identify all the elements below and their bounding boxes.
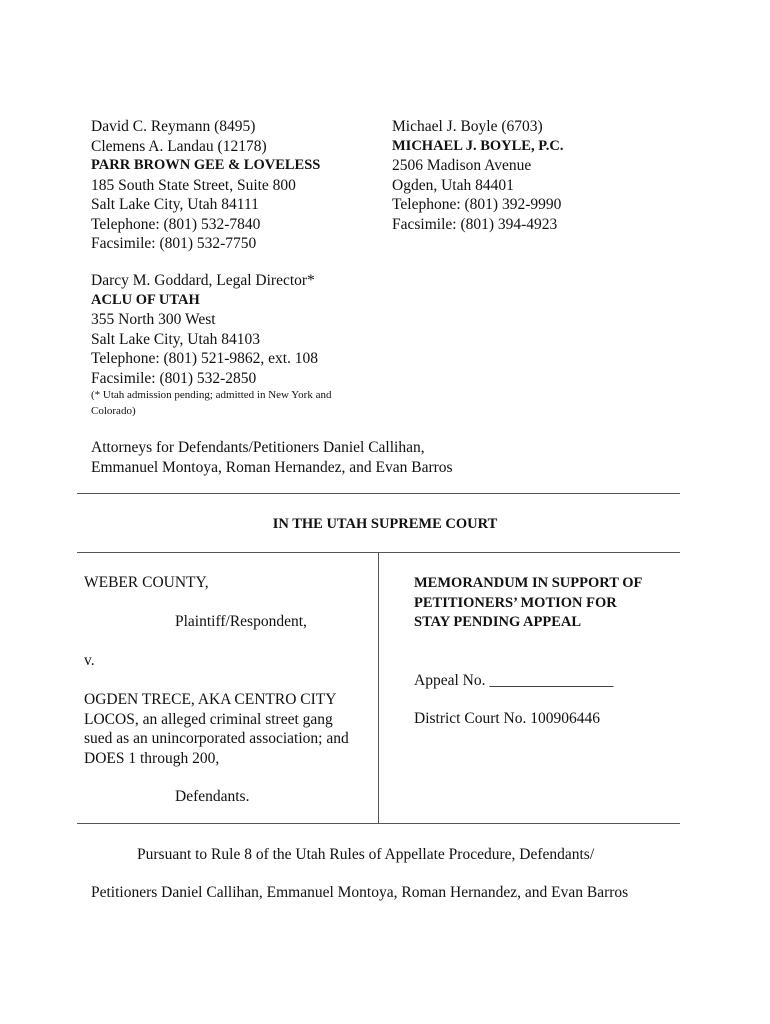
body-paragraph-line: Pursuant to Rule 8 of the Utah Rules of Appellate Procedure, Defendants/ bbox=[137, 846, 595, 863]
firm-name: PARR BROWN GEE & LOVELESS bbox=[91, 157, 321, 173]
firm-address: 355 North 300 West bbox=[91, 311, 216, 328]
firm-address: 2506 Madison Avenue bbox=[392, 157, 532, 174]
firm-name: MICHAEL J. BOYLE, P.C. bbox=[392, 137, 564, 154]
divider bbox=[77, 823, 680, 824]
defendant-role: Defendants. bbox=[175, 788, 250, 805]
admission-note: Colorado) bbox=[91, 405, 136, 417]
attorney-name: David C. Reymann (8495) bbox=[91, 118, 256, 135]
firm-telephone: Telephone: (801) 392-9990 bbox=[392, 196, 562, 213]
attorney-name: Michael J. Boyle (6703) bbox=[392, 118, 543, 135]
firm-name: ACLU OF UTAH bbox=[91, 292, 200, 308]
firm-telephone: Telephone: (801) 532-7840 bbox=[91, 215, 261, 233]
firm-facsimile: Facsimile: (801) 532-7750 bbox=[91, 235, 257, 252]
defendant-name: LOCOS, an alleged criminal street gang bbox=[84, 710, 333, 728]
firm-facsimile: Facsimile: (801) 394-4923 bbox=[392, 215, 558, 233]
firm-telephone: Telephone: (801) 521-9862, ext. 108 bbox=[91, 350, 319, 367]
caption-divider bbox=[378, 552, 379, 823]
firm-city: Salt Lake City, Utah 84111 bbox=[91, 196, 259, 213]
document-title: STAY PENDING APPEAL bbox=[414, 614, 582, 630]
versus: v. bbox=[84, 652, 95, 669]
plaintiff-name: WEBER COUNTY, bbox=[84, 574, 209, 591]
defendant-name: DOES 1 through 200, bbox=[84, 749, 220, 767]
attorney-name: Clemens A. Landau (12178) bbox=[91, 137, 267, 155]
attorney-name: Darcy M. Goddard, Legal Director* bbox=[91, 272, 315, 289]
attorneys-for: Emmanuel Montoya, Roman Hernandez, and Evan Barros bbox=[91, 458, 453, 476]
defendant-name: OGDEN TRECE, AKA CENTRO CITY bbox=[84, 691, 337, 708]
defendant-name: sued as an unincorporated association; and bbox=[84, 730, 349, 747]
firm-city: Salt Lake City, Utah 84103 bbox=[91, 330, 261, 348]
divider bbox=[77, 493, 680, 494]
admission-note: (* Utah admission pending; admitted in New York and bbox=[91, 389, 332, 401]
appeal-number: Appeal No. ________________ bbox=[414, 672, 614, 689]
district-court-number: District Court No. 100906446 bbox=[414, 710, 600, 727]
attorneys-for: Attorneys for Defendants/Petitioners Daniel Callihan, bbox=[91, 439, 425, 456]
firm-city: Ogden, Utah 84401 bbox=[392, 176, 514, 194]
body-paragraph-line: Petitioners Daniel Callihan, Emmanuel Montoya, Roman Hernandez, and Evan Barros bbox=[91, 884, 629, 901]
plaintiff-role: Plaintiff/Respondent, bbox=[175, 613, 307, 630]
firm-facsimile: Facsimile: (801) 532-2850 bbox=[91, 369, 257, 387]
firm-address: 185 South State Street, Suite 800 bbox=[91, 176, 296, 194]
court-title: IN THE UTAH SUPREME COURT bbox=[272, 516, 498, 532]
document-title: MEMORANDUM IN SUPPORT OF bbox=[414, 575, 643, 591]
document-title: PETITIONERS’ MOTION FOR bbox=[414, 594, 617, 611]
